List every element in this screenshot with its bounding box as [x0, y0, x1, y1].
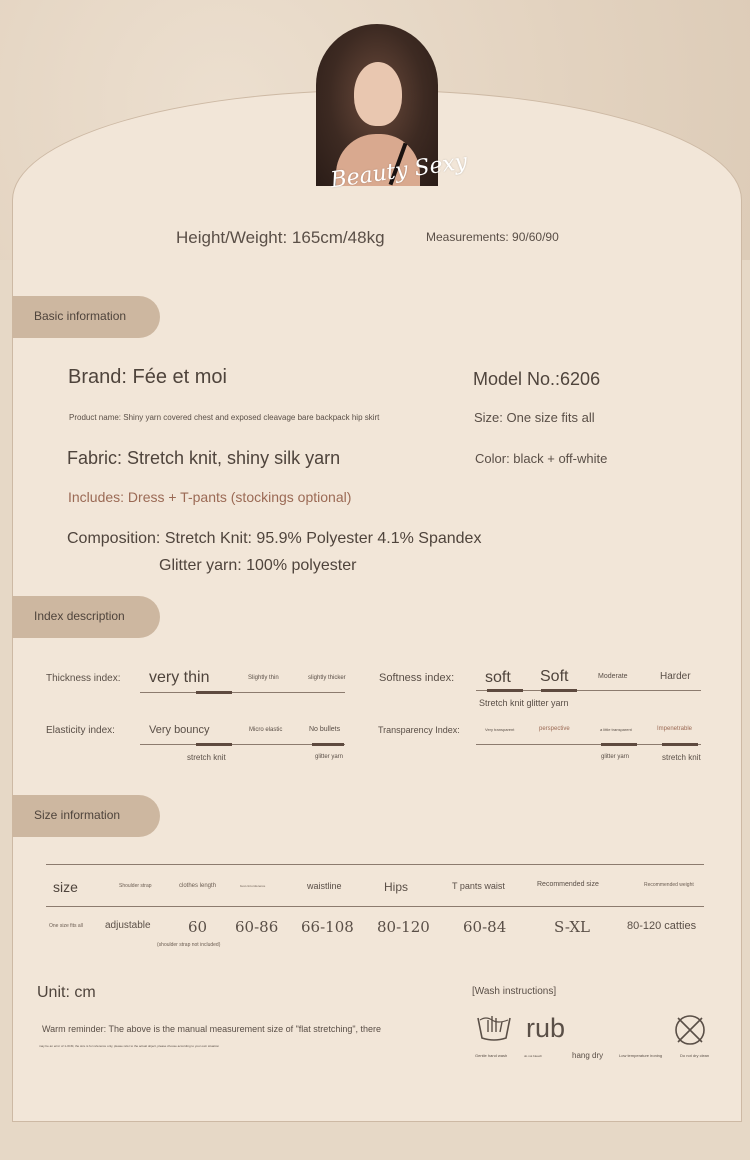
size-cell-clothes-length: 60	[188, 918, 208, 936]
signature: Beauty Sexy	[328, 149, 469, 194]
elasticity-option-no-bullets: No bullets	[309, 726, 341, 733]
transparency-option-perspective: perspective	[539, 726, 570, 732]
size: Size: One size fits all	[474, 410, 595, 425]
softness-option-soft: soft	[485, 669, 511, 686]
size-cell-hips: 80-120	[377, 918, 430, 936]
portrait-face	[354, 62, 402, 126]
softness-option-harder: Harder	[660, 671, 691, 682]
composition-line-1: Composition: Stretch Knit: 95.9% Polyester 4.1% Spandex	[67, 530, 482, 547]
size-cell-waistline: 66-108	[301, 918, 354, 936]
unit-label: Unit: cm	[37, 984, 96, 1001]
warm-reminder-small: may be an error of 1-3CM, the size is for reference only, please refer to the actual object, please choose according to your own situation	[39, 1044, 220, 1048]
size-header-waistline: waistline	[307, 881, 342, 891]
transparency-indicator-2	[662, 743, 698, 746]
model-no: Model No.:6206	[473, 369, 601, 389]
wash-do-not-dry-clean: Do not dry clean	[680, 1053, 710, 1058]
thickness-option-slightly-thicker: slightly thicker	[308, 675, 346, 681]
wash-gentle-hand-wash: Gentle hand wash	[475, 1053, 508, 1058]
brand: Brand: Fée et moi	[68, 366, 227, 388]
wash-low-temp-ironing: Low temperature ironing	[619, 1053, 663, 1058]
includes: Includes: Dress + T-pants (stockings optional)	[68, 489, 352, 505]
size-cell-shoulder-strap: adjustable	[105, 920, 151, 931]
elasticity-label: Elasticity index:	[46, 725, 115, 736]
size-header-bust: bust circumference	[240, 884, 266, 888]
softness-note: Stretch knit glitter yarn	[479, 698, 569, 708]
size-table-note: (shoulder strap not included)	[157, 942, 221, 948]
size-header-shoulder-strap: Shoulder strap	[119, 883, 152, 889]
hand-wash-icon	[476, 1010, 512, 1044]
warm-reminder: Warm reminder: The above is the manual measurement size of "flat stretching", there	[42, 1024, 382, 1034]
elasticity-note-2: glitter yarn	[315, 754, 344, 760]
size-cell-size: One size fits all	[49, 923, 83, 929]
softness-option-moderate: Moderate	[598, 673, 628, 680]
transparency-label: Transparency Index:	[378, 725, 460, 735]
height-weight: Height/Weight: 165cm/48kg	[176, 228, 385, 247]
elasticity-option-micro-elastic: Micro elastic	[249, 727, 283, 733]
basic-info-tab	[12, 296, 160, 338]
thickness-indicator	[196, 691, 232, 694]
thickness-scale-line	[140, 692, 345, 693]
thickness-option-very-thin: very thin	[149, 669, 210, 686]
elasticity-indicator-1	[196, 743, 232, 746]
transparency-option-very-transparent: Very transparent	[485, 727, 515, 732]
product-name: Product name: Shiny yarn covered chest and exposed cleavage bare backpack hip skirt	[69, 413, 380, 422]
measurements: Measurements: 90/60/90	[426, 230, 559, 244]
softness-label: Softness index:	[379, 672, 455, 684]
softness-option-soft-alt: Soft	[540, 668, 569, 685]
elasticity-note-1: stretch knit	[187, 753, 226, 762]
index-label: Index description	[34, 609, 125, 623]
index-tab	[12, 596, 160, 638]
thickness-option-slightly-thin: Slightly thin	[248, 675, 279, 681]
size-header-recommended-size: Recommended size	[537, 881, 599, 888]
size-table-top-line	[46, 864, 704, 865]
wash-do-not-bleach: do not bleach	[524, 1054, 543, 1058]
size-info-tab	[12, 795, 160, 837]
transparency-indicator-1	[601, 743, 637, 746]
size-cell-recommended-size: S-XL	[554, 918, 590, 936]
transparency-note-1: glitter yarn	[601, 754, 630, 760]
elasticity-indicator-2	[312, 743, 344, 746]
fabric: Fabric: Stretch knit, shiny silk yarn	[67, 448, 341, 468]
basic-info-label: Basic information	[34, 309, 127, 323]
size-table-mid-line	[46, 906, 704, 907]
size-cell-bust: 60-86	[235, 918, 279, 936]
color: Color: black + off-white	[475, 451, 608, 466]
size-header-hips: Hips	[384, 880, 409, 894]
size-header-clothes-length: clothes length	[179, 883, 217, 889]
wash-title: [Wash instructions]	[472, 986, 557, 997]
wash-hang-dry: hang dry	[572, 1051, 604, 1060]
transparency-option-impenetrable: Impenetrable	[657, 726, 693, 732]
elasticity-option-very-bouncy: Very bouncy	[149, 724, 210, 736]
transparency-note-2: stretch knit	[662, 753, 701, 762]
size-info-label: Size information	[34, 808, 121, 822]
size-header-t-pants-waist: T pants waist	[452, 881, 505, 891]
softness-indicator-2	[541, 689, 577, 692]
size-cell-recommended-weight: 80-120 catties	[627, 920, 697, 932]
size-header-recommended-weight: Recommended weight	[644, 882, 694, 888]
do-not-dry-clean-icon	[674, 1014, 706, 1046]
transparency-option-little-transparent: a little transparent	[600, 727, 632, 732]
thickness-label: Thickness index:	[46, 673, 121, 684]
softness-indicator-1	[487, 689, 523, 692]
composition-line-2: Glitter yarn: 100% polyester	[159, 557, 357, 574]
size-cell-t-pants-waist: 60-84	[463, 918, 507, 936]
rub-label: rub	[526, 1013, 566, 1043]
size-header-size: size	[53, 879, 78, 895]
